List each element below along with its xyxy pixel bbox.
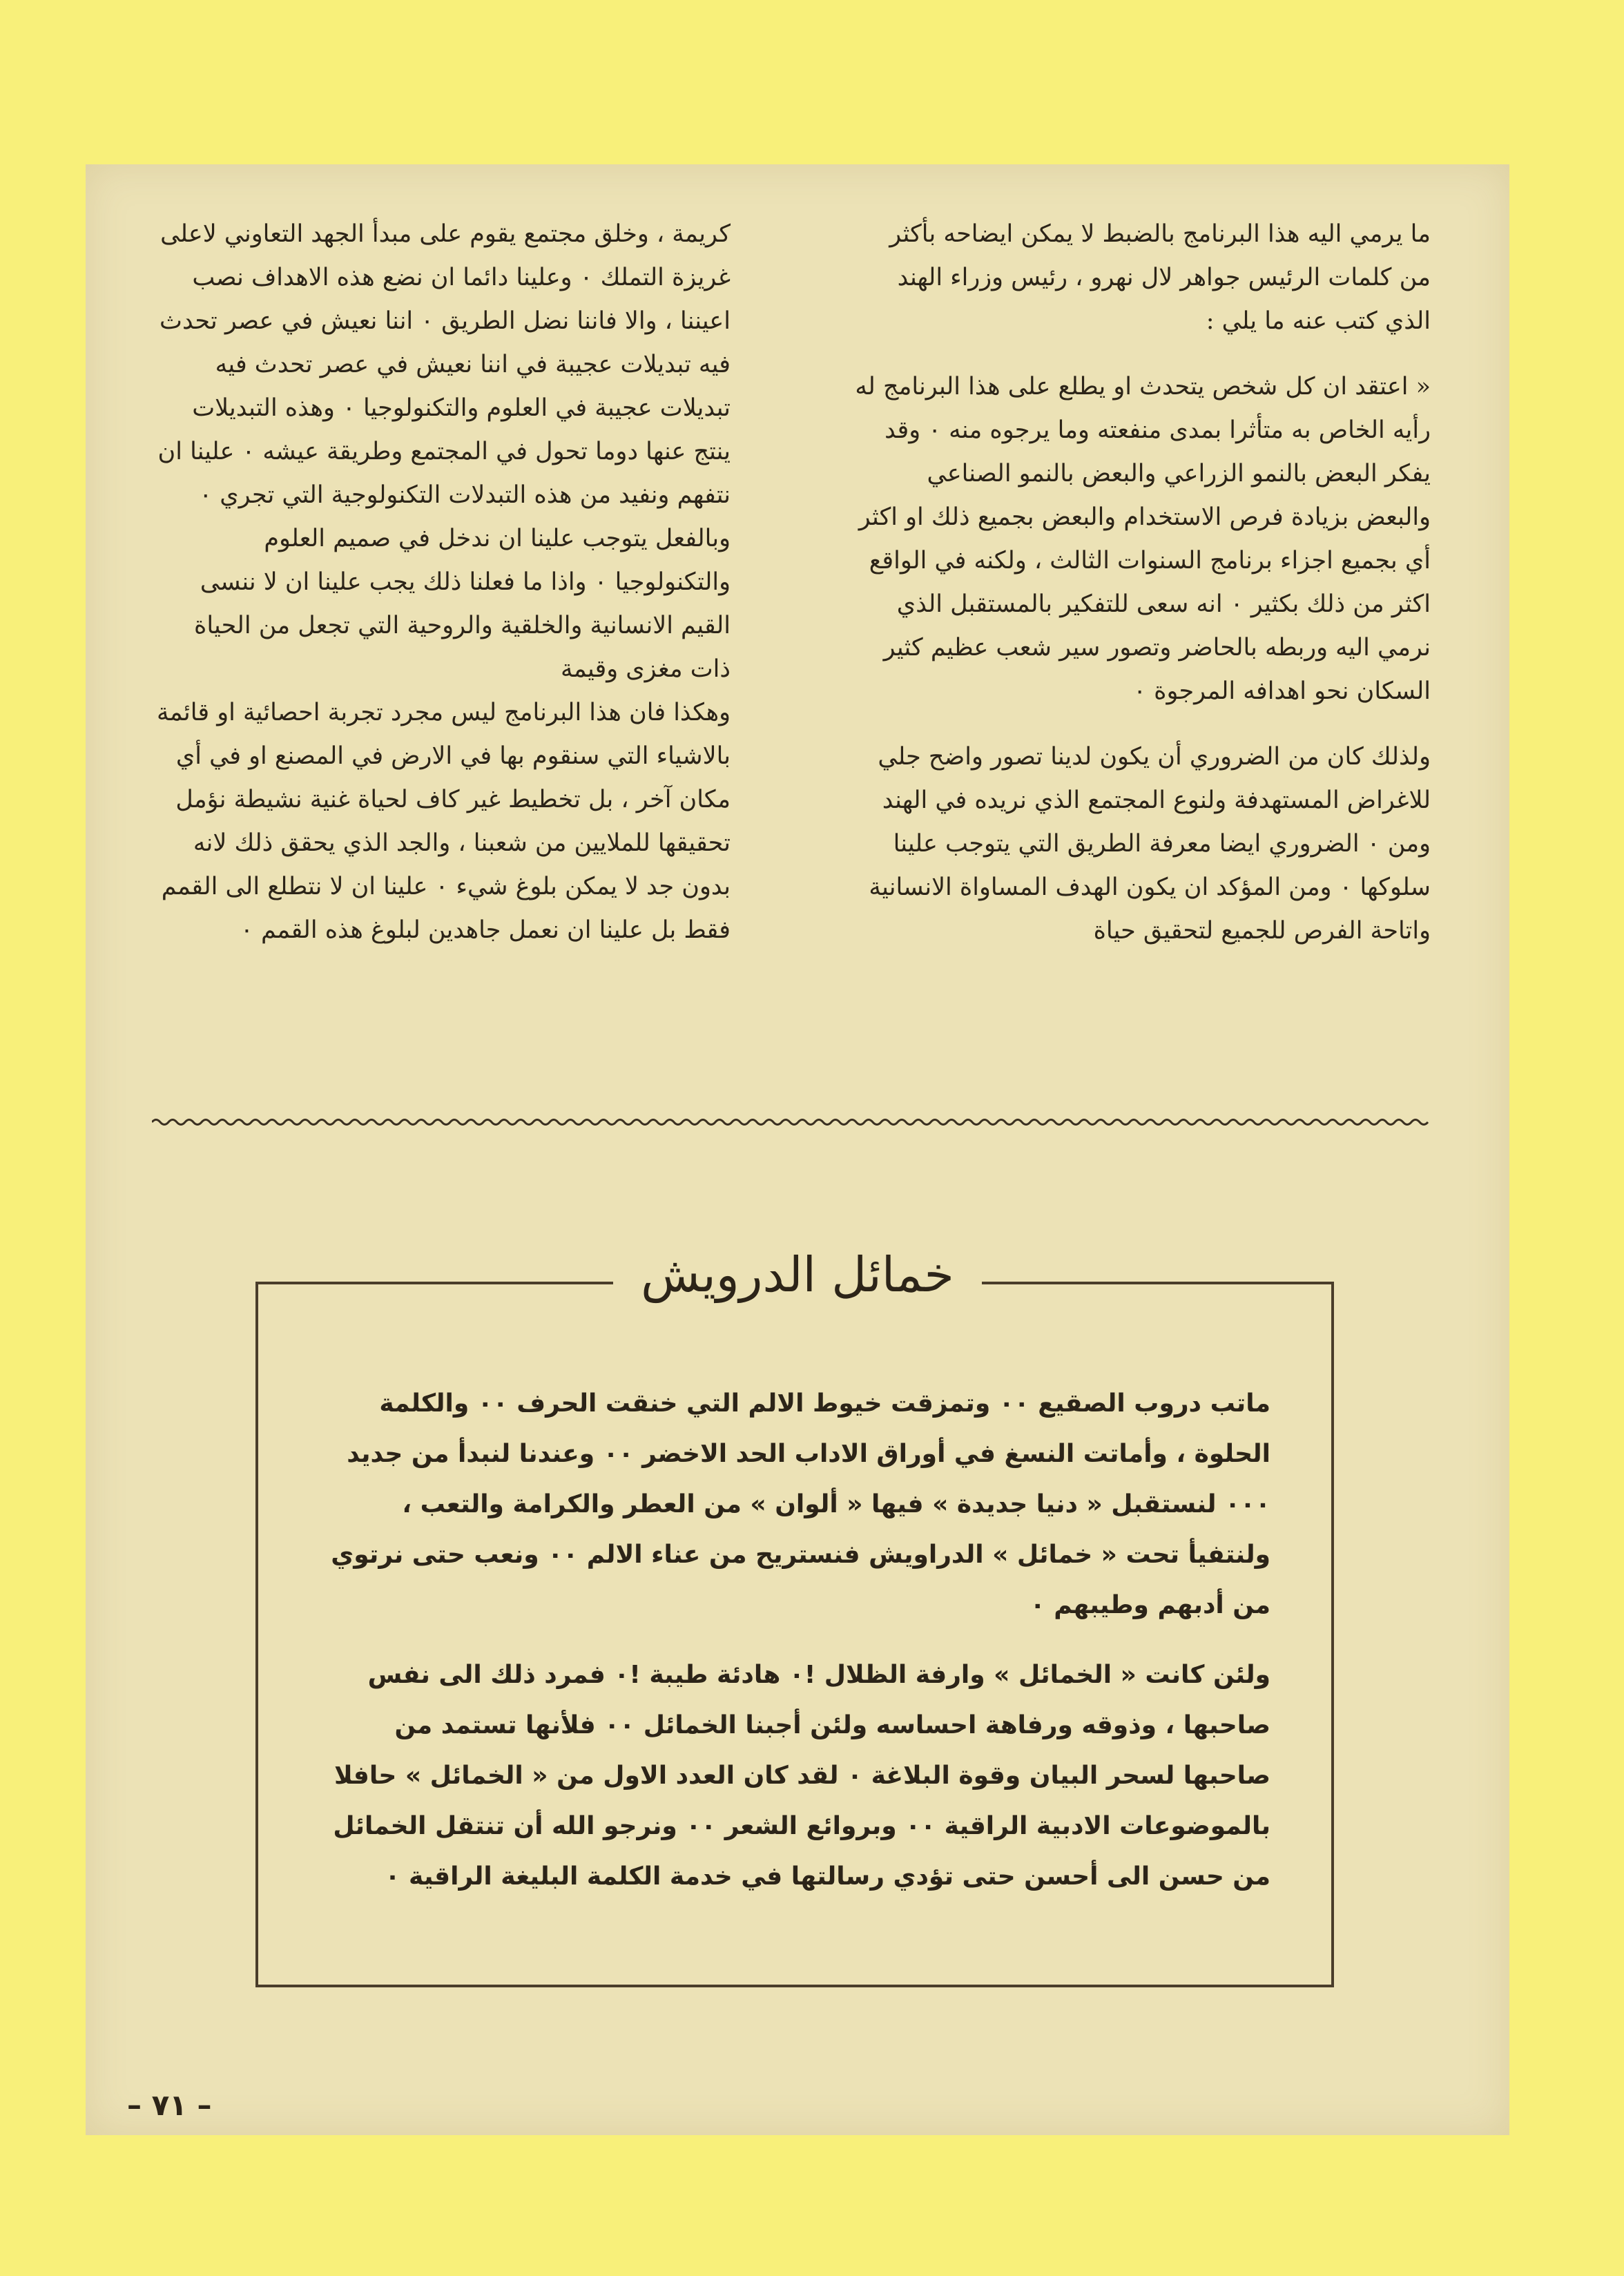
article-quote-paragraph: « اعتقد ان كل شخص يتحدث او يطلع على هذا البرنامج له رأيه الخاص به متأثرا بمدى منفعته وما يرجوه منه ٠ وقد يفكر البعض بالنمو الزراعي والبعض بالنمو الصناعي والبعض بزيادة فرص الاستخدام والبعض بجميع ذلك او اكثر أي بجميع اجزاء برنامج السنوات الثالث ، ولكنه في الواقع اكثر من ذلك بكثير ٠ انه سعى للتفكير بالمستقبل الذي نرمي اليه وربطه بالحاضر وتصور سير شعب عظيم كثير السكان نحو اهدافه المرجوة ٠ xyxy=(855,373,1431,705)
review-box-title xyxy=(86,1226,1509,1323)
article-paragraph: كريمة ، وخلق مجتمع يقوم على مبدأ الجهد التعاوني لاعلى غريزة التملك ٠ وعلينا دائما ان نضع هذه الاهداف نصب اعيننا ، والا فاننا نضل الطريق ٠ اننا نعيش في عصر تحدث فيه تبديلات عجيبة في اننا نعيش في عصر تحدث فيه تبديلات عجيبة في العلوم والتكنولوجيا ٠ وهذه التبديلات ينتج عنها دوما تحول في المجتمع وطريقة عيشه ٠ علينا ان نتفهم ونفيد من هذه التبدلات التكنولوجية التي تجري ٠ وبالفعل يتوجب علينا ان ندخل في صميم العلوم والتكنولوجيا ٠ واذا ما فعلنا ذلك يجب علينا ان لا ننسى القيم الانسانية والخلقية والروحية التي تجعل من الحياة ذات مغزى وقيمة xyxy=(157,220,731,683)
article-paragraph: وهكذا فان هذا البرنامج ليس مجرد تجربة احصائية او قائمة بالاشياء التي سنقوم بها في الارض في المصنع او في أي مكان آخر ، بل تخطيط غير كاف لحياة غنية نشيطة نؤمل تحقيقها للملايين من شعبنا ، والجد الذي يحقق ذلك لانه بدون جد لا يمكن بلوغ شيء ٠ علينا ان لا نتطلع الى القمم فقط بل علينا ان نعمل جاهدين لبلوغ هذه القمم ٠ xyxy=(156,699,731,944)
article-column-right xyxy=(852,213,1431,953)
review-paragraph: ماتب دروب الصقيع ٠٠ وتمزقت خيوط الالم التي خنقت الحرف ٠٠ والكلمة الحلوة ، وأماتت النسغ في أوراق الاداب الحد الاخضر ٠٠ وعندنا لنبدأ من جديد ٠٠٠ لنستقبل « دنيا جديدة » فيها « ألوان » من العطر والكرامة والتعب ، ولنتفيأ تحت « خمائل » الدراويش فنستريح من عناء الالم ٠٠ ونعب حتى نرتوي من أدبهم وطيبهم ٠ xyxy=(331,1389,1270,1619)
page-number: – ٧١ – xyxy=(127,2088,212,2122)
wavy-divider xyxy=(152,1117,1431,1127)
article-column-left xyxy=(152,213,731,952)
review-paragraph: ولئن كانت « الخمائل » وارفة الظلال !٠ هادئة طيبة !٠ فمرد ذلك الى نفس صاحبها ، وذوقه ورفاهة احساسه ولئن أجبنا الخمائل ٠٠ فلأنها تستمد من صاحبها لسحر البيان وقوة البلاغة ٠ لقد كان العدد الاول من « الخمائل » حافلا بالموضوعات الادبية الراقية ٠٠ وبروائع الشعر ٠٠ ونرجو الله أن تنتقل الخمائل من حسن الى أحسن حتى تؤدي رسالتها في خدمة الكلمة البليغة الراقية ٠ xyxy=(333,1661,1270,1891)
article-paragraph: ما يرمي اليه هذا البرنامج بالضبط لا يمكن ايضاحه بأكثر من كلمات الرئيس جواهر لال نهرو ، رئيس وزراء الهند الذي كتب عنه ما يلي : xyxy=(889,220,1431,335)
review-title-text: خمائل الدرويش xyxy=(613,1226,982,1323)
article-paragraph: ولذلك كان من الضروري أن يكون لدينا تصور واضح جلي للاغراض المستهدفة ولنوع المجتمع الذي نريده في الهند ومن ٠ الضروري ايضا معرفة الطريق التي يتوجب علينا سلوكها ٠ ومن المؤكد ان يكون الهدف المساواة الانسانية واتاحة الفرص للجميع لتحقيق حياة xyxy=(869,743,1431,945)
review-box-body xyxy=(318,1378,1270,1902)
magazine-page xyxy=(86,164,1509,2135)
